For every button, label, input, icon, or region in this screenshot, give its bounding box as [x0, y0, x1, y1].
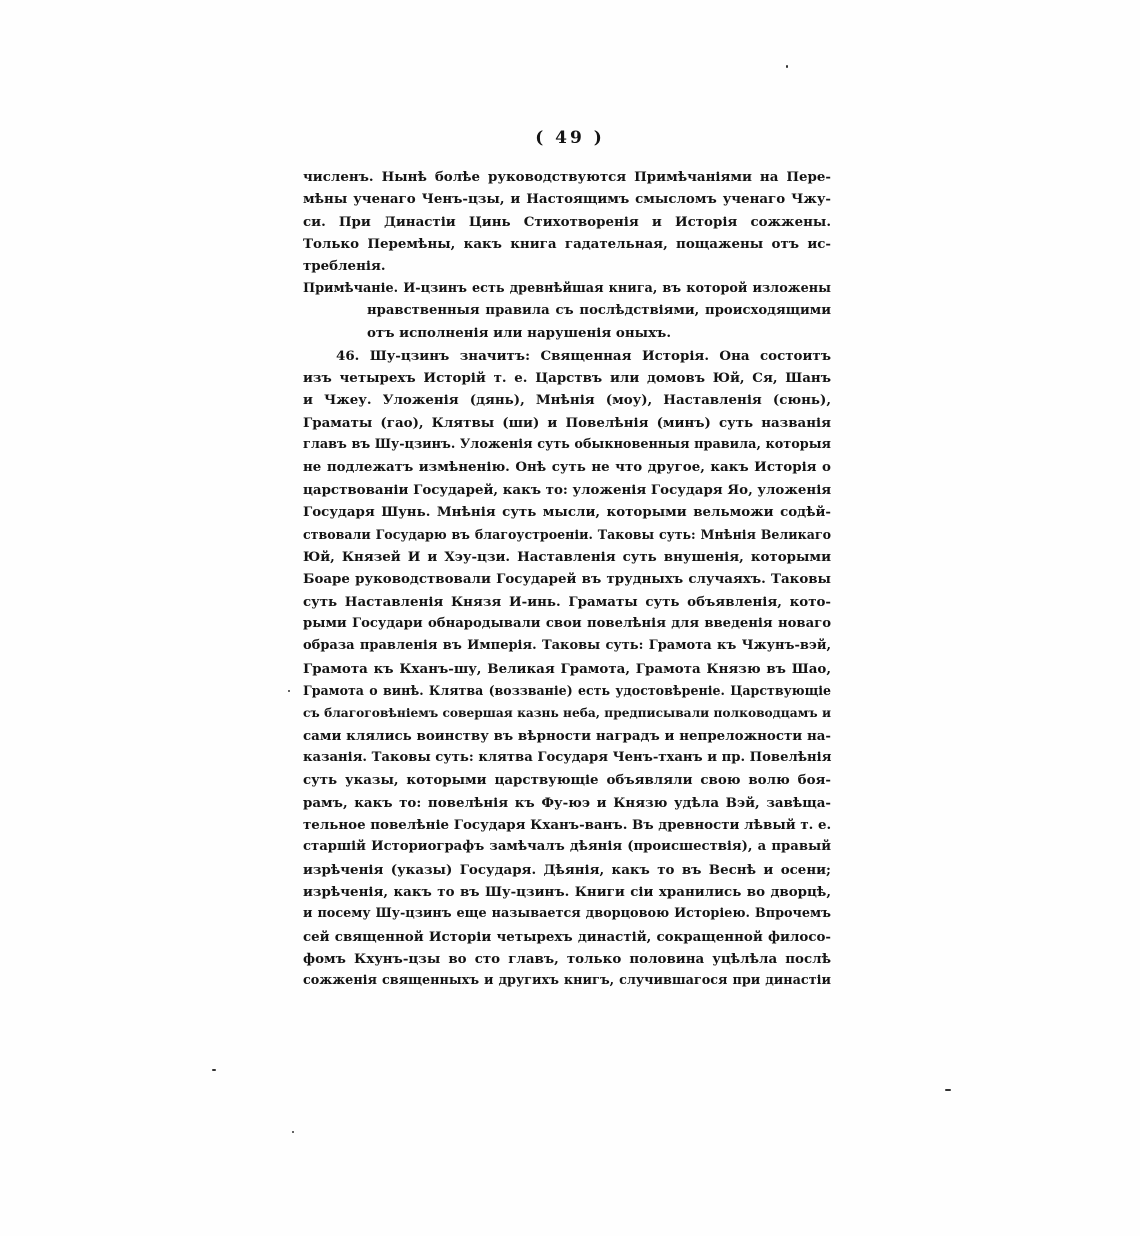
body-text [303, 166, 831, 993]
text-line: и Чжеу. Уложенія (дянь), Мнѣнія (моу), Наставленія (сюнь), [303, 392, 831, 409]
text-line: мѣны ученаго Ченъ-цзы, и Настоящимъ смысломъ ученаго Чжу- [303, 191, 831, 208]
page-number: ( 49 ) [535, 128, 605, 148]
text-line: рыми Государи обнародывали свои повелѣнія для введенія новаго [303, 615, 831, 631]
text-line: рамъ, какъ то: повелѣнія къ Фу-юэ и Князю удѣла Вэй, завѣща- [303, 794, 831, 811]
text-line: численъ. Нынѣ болѣе руководствуются Примѣчаніями на Пере- [303, 169, 831, 185]
text-line: Граматы (гао), Клятвы (ши) и Повелѣнія (минъ) суть названія [303, 414, 831, 431]
text-line: сами клялись воинству въ вѣрности наградъ и непреложности на- [303, 727, 831, 744]
text-line: Только Перемѣны, какъ книга гадательная, пощажены отъ ис- [303, 236, 831, 253]
text-line: и посему Шу-цзинъ еще называется дворцовою Исторіею. Впрочемъ [303, 906, 831, 922]
text-line: тельное повелѣніе Государя Кханъ-ванъ. Въ древности лѣвый т. е. [303, 816, 832, 833]
text-line: Грамота къ Кханъ-шу, Великая Грамота, Грамота Князю въ Шао, [303, 660, 831, 677]
text-line: 46. Шу-цзинъ значитъ: Священная Исторія. Она состоитъ [336, 347, 831, 364]
text-line: не подлежатъ измѣненію. Онѣ суть не что другое, какъ Исторія о [303, 459, 831, 476]
scan-speck [212, 1069, 216, 1071]
text-line: Государя Шунь. Мнѣнія суть мысли, которыми вельможи содѣй- [303, 504, 831, 521]
text-line: Боаре руководствовали Государей въ трудныхъ случаяхъ. Таковы [303, 571, 831, 588]
text-line: главъ въ Шу-цзинъ. Уложенія суть обыкновенныя правила, которыя [303, 437, 831, 453]
text-line: изъ четырехъ Исторій т. е. Царствъ или домовъ Юй, Ся, Шанъ [303, 370, 831, 387]
text-line: ствовали Государю въ благоустроеніи. Таковы суть: Мнѣнія Великаго [303, 526, 831, 542]
text-line: образа правленія въ Имперія. Таковы суть: Грамота къ Чжунъ-вэй, [303, 638, 831, 654]
text-line: изрѣченія (указы) Государя. Дѣянія, какъ то въ Веснѣ и осени; [303, 861, 831, 878]
scan-speck [786, 65, 788, 68]
text-line: сожженія священныхъ и другихъ книгъ, случившагося при династіи [303, 973, 831, 989]
scan-speck [945, 1089, 951, 1091]
text-line: старшій Историографъ замѣчалъ дѣянія (происшествія), а правый [303, 839, 831, 855]
text-line: фомъ Кхунъ-цзы во сто главъ, только половина уцѣлѣла послѣ [303, 951, 831, 968]
scan-speck [288, 690, 290, 692]
text-line: Грамота о винѣ. Клятва (воззваніе) есть удостовѣреніе. Царствующіе [303, 682, 831, 698]
text-line: суть указы, которыми царствующіе объявляли свою волю боя- [303, 772, 831, 789]
text-line: си. При Династіи Цинь Стихотворенія и Исторія сожжены. [303, 213, 831, 230]
text-line: требленія. [303, 258, 386, 275]
text-line: съ благоговѣніемъ совершая казнь неба, предписывали полководцамъ и [303, 706, 831, 721]
text-line: сей священной Исторіи четырехъ династій, сокращенной филосо- [303, 928, 831, 945]
scan-speck [292, 1131, 294, 1133]
note-line: Примѣчаніе. И-цзинъ есть древнѣйшая книга, въ которой изложены [303, 280, 831, 296]
note-line: нравственныя правила съ послѣдствіями, происходящими [367, 303, 831, 319]
note-line: отъ исполненія или нарушенія оныхъ. [367, 325, 671, 342]
text-line: суть Наставленія Князя И-инь. Граматы суть объявленія, кото- [303, 593, 831, 610]
text-line: казанія. Таковы суть: клятва Государя Ченъ-тханъ и пр. Повелѣнія [303, 749, 832, 765]
text-line: Юй, Князей И и Хэу-цзи. Наставленія суть внушенія, которыми [303, 548, 831, 565]
text-line: изрѣченія, какъ то въ Шу-цзинъ. Книги сіи хранились во дворцѣ, [303, 884, 831, 900]
text-line: царствованіи Государей, какъ то: уложенія Государя Яо, уложенія [303, 481, 832, 498]
